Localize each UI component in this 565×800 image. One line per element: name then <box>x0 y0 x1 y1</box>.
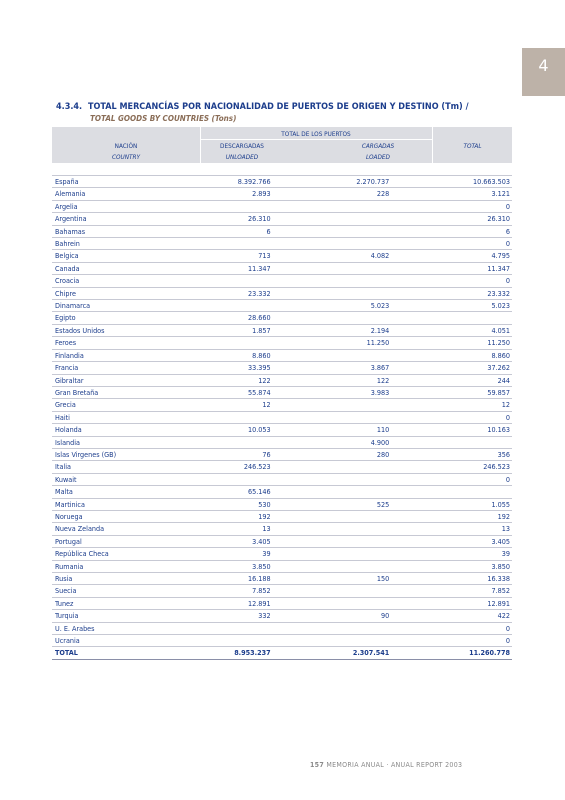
col-total: TOTAL <box>463 142 482 150</box>
cell-total: 13 <box>391 523 512 535</box>
table-row <box>52 560 512 572</box>
table-row <box>52 610 512 622</box>
cell-loaded <box>273 461 392 473</box>
cell-total: 0 <box>391 635 512 647</box>
cell-total: 59.857 <box>391 386 512 398</box>
cell-loaded: 2.270.737 <box>273 176 392 188</box>
table-row <box>52 573 512 585</box>
cell-country: Gran Bretaña <box>52 386 203 398</box>
cell-total: 0 <box>391 473 512 485</box>
cell-total: 11.260.778 <box>391 647 512 659</box>
cell-unloaded: 10.053 <box>203 424 272 436</box>
page-number: 157 <box>310 761 325 769</box>
cell-unloaded: 11.347 <box>203 262 272 274</box>
page-footer <box>310 761 462 769</box>
cell-total: 0 <box>391 275 512 287</box>
table-row <box>52 399 512 411</box>
cell-total <box>391 436 512 448</box>
cell-unloaded <box>203 337 272 349</box>
table-row <box>52 597 512 609</box>
cell-country: Portugal <box>52 535 203 547</box>
table-row <box>52 411 512 423</box>
table-row <box>52 498 512 510</box>
cell-total: 6 <box>391 225 512 237</box>
cell-unloaded: 16.188 <box>203 573 272 585</box>
cell-loaded <box>273 200 392 212</box>
cell-total: 0 <box>391 411 512 423</box>
cell-unloaded: 12 <box>203 399 272 411</box>
cell-country: Malta <box>52 486 203 498</box>
cell-loaded <box>273 399 392 411</box>
cell-loaded: 110 <box>273 424 392 436</box>
cell-country: Croacia <box>52 275 203 287</box>
cell-loaded: 2.307.541 <box>273 647 392 659</box>
cell-unloaded: 13 <box>203 523 272 535</box>
cell-total: 8.860 <box>391 349 512 361</box>
section-subtitle: TOTAL GOODS BY COUNTRIES (Tons) <box>90 114 237 123</box>
table-row <box>52 386 512 398</box>
cell-loaded <box>273 585 392 597</box>
cell-loaded: 280 <box>273 448 392 460</box>
cell-unloaded <box>203 238 272 250</box>
cell-loaded <box>273 635 392 647</box>
cell-total: 12 <box>391 399 512 411</box>
cell-country: Egipto <box>52 312 203 324</box>
cell-loaded <box>273 560 392 572</box>
section-title: TOTAL MERCANCÍAS POR NACIONALIDAD DE PUERTOS DE ORIGEN Y DESTINO (Tm) / <box>88 102 469 112</box>
cell-unloaded <box>203 200 272 212</box>
cell-total: 12.891 <box>391 597 512 609</box>
cell-total: 37.262 <box>391 362 512 374</box>
cell-loaded <box>273 225 392 237</box>
cell-country: Chipre <box>52 287 203 299</box>
table-row <box>52 324 512 336</box>
cell-country: Martinica <box>52 498 203 510</box>
cell-loaded <box>273 622 392 634</box>
table-row <box>52 473 512 485</box>
col-loaded-es: CARGADAS <box>361 142 395 150</box>
table-row <box>52 225 512 237</box>
cell-country: Bahrein <box>52 238 203 250</box>
table-row <box>52 250 512 262</box>
cell-unloaded: 6 <box>203 225 272 237</box>
cell-total: 0 <box>391 622 512 634</box>
cell-unloaded: 3.850 <box>203 560 272 572</box>
cell-country: Rumania <box>52 560 203 572</box>
cell-total <box>391 312 512 324</box>
col-country-es: NACIÓN <box>114 142 138 150</box>
cell-country: U. E. Arabes <box>52 622 203 634</box>
chapter-tab <box>522 48 565 96</box>
cell-loaded: 122 <box>273 374 392 386</box>
cell-loaded <box>273 287 392 299</box>
group-header: TOTAL DE LOS PUERTOS <box>281 130 351 138</box>
cell-country: España <box>52 176 203 188</box>
cell-total: 1.055 <box>391 498 512 510</box>
total-row <box>52 647 512 659</box>
cell-loaded: 90 <box>273 610 392 622</box>
cell-country: Noruega <box>52 510 203 522</box>
table-row <box>52 213 512 225</box>
cell-loaded <box>273 238 392 250</box>
cell-unloaded: 28.660 <box>203 312 272 324</box>
cell-unloaded: 3.405 <box>203 535 272 547</box>
cell-loaded <box>273 411 392 423</box>
cell-loaded: 3.867 <box>273 362 392 374</box>
data-table <box>52 175 512 660</box>
cell-loaded: 4.900 <box>273 436 392 448</box>
section-heading <box>56 94 516 123</box>
cell-unloaded <box>203 275 272 287</box>
table-row <box>52 337 512 349</box>
table-row <box>52 362 512 374</box>
table-row <box>52 461 512 473</box>
table-row <box>52 510 512 522</box>
cell-total: 4.051 <box>391 324 512 336</box>
table-row <box>52 585 512 597</box>
cell-loaded: 5.023 <box>273 300 392 312</box>
table-row <box>52 635 512 647</box>
cell-country: Dinamarca <box>52 300 203 312</box>
cell-country: Belgica <box>52 250 203 262</box>
cell-loaded <box>273 486 392 498</box>
cell-unloaded: 530 <box>203 498 272 510</box>
cell-total: 246.523 <box>391 461 512 473</box>
cell-unloaded: 23.332 <box>203 287 272 299</box>
col-unloaded-en: UNLOADED <box>225 153 259 161</box>
cell-loaded: 4.082 <box>273 250 392 262</box>
cell-loaded: 228 <box>273 188 392 200</box>
cell-unloaded: 12.891 <box>203 597 272 609</box>
cell-loaded <box>273 312 392 324</box>
cell-total: 3.405 <box>391 535 512 547</box>
cell-unloaded: 8.860 <box>203 349 272 361</box>
cell-total: 192 <box>391 510 512 522</box>
cell-total: 244 <box>391 374 512 386</box>
table-row <box>52 548 512 560</box>
cell-unloaded <box>203 411 272 423</box>
cell-country: Tunez <box>52 597 203 609</box>
cell-country: Kuwait <box>52 473 203 485</box>
cell-total: 26.310 <box>391 213 512 225</box>
cell-total: 16.338 <box>391 573 512 585</box>
table-row <box>52 622 512 634</box>
table-row <box>52 176 512 188</box>
cell-country: Francia <box>52 362 203 374</box>
cell-unloaded: 1.857 <box>203 324 272 336</box>
table-row <box>52 300 512 312</box>
cell-unloaded: 65.146 <box>203 486 272 498</box>
cell-country: Holanda <box>52 424 203 436</box>
cell-country: Italia <box>52 461 203 473</box>
col-unloaded-es: DESCARGADAS <box>220 142 264 150</box>
cell-country: Canada <box>52 262 203 274</box>
cell-unloaded: 7.852 <box>203 585 272 597</box>
cell-loaded <box>273 535 392 547</box>
cell-unloaded: 8.953.237 <box>203 647 272 659</box>
cell-loaded <box>273 349 392 361</box>
footer-text: MEMORIA ANUAL · ANUAL REPORT 2003 <box>326 761 463 769</box>
table-header <box>52 127 512 163</box>
cell-loaded <box>273 262 392 274</box>
cell-unloaded <box>203 473 272 485</box>
cell-total: 23.332 <box>391 287 512 299</box>
header-divider <box>200 139 432 140</box>
table-row <box>52 287 512 299</box>
cell-loaded <box>273 510 392 522</box>
col-loaded-en: LOADED <box>366 153 390 161</box>
col-country-en: COUNTRY <box>111 153 141 161</box>
table-row <box>52 424 512 436</box>
cell-unloaded: 713 <box>203 250 272 262</box>
cell-unloaded: 39 <box>203 548 272 560</box>
cell-total: 3.850 <box>391 560 512 572</box>
cell-unloaded: 26.310 <box>203 213 272 225</box>
table-row <box>52 312 512 324</box>
cell-unloaded: 2.893 <box>203 188 272 200</box>
table-row <box>52 436 512 448</box>
cell-loaded: 3.983 <box>273 386 392 398</box>
cell-country: Estados Unidos <box>52 324 203 336</box>
cell-unloaded: 192 <box>203 510 272 522</box>
table-row <box>52 448 512 460</box>
cell-unloaded: 33.395 <box>203 362 272 374</box>
cell-loaded: 525 <box>273 498 392 510</box>
cell-total: 7.852 <box>391 585 512 597</box>
cell-country: Alemania <box>52 188 203 200</box>
cell-loaded: 150 <box>273 573 392 585</box>
cell-total: 4.795 <box>391 250 512 262</box>
cell-country: Finlandia <box>52 349 203 361</box>
cell-unloaded: 246.523 <box>203 461 272 473</box>
cell-total: 11.347 <box>391 262 512 274</box>
table-row <box>52 535 512 547</box>
cell-total: 10.163 <box>391 424 512 436</box>
cell-unloaded <box>203 622 272 634</box>
cell-country: Bahamas <box>52 225 203 237</box>
cell-total: 5.023 <box>391 300 512 312</box>
section-number: 4.3.4. <box>56 102 83 112</box>
cell-loaded <box>273 473 392 485</box>
table-row <box>52 188 512 200</box>
cell-unloaded <box>203 635 272 647</box>
cell-country: TOTAL <box>52 647 203 659</box>
table-row <box>52 238 512 250</box>
cell-unloaded <box>203 300 272 312</box>
cell-total: 356 <box>391 448 512 460</box>
cell-country: Haiti <box>52 411 203 423</box>
cell-unloaded: 55.874 <box>203 386 272 398</box>
chapter-number: 4 <box>538 56 549 75</box>
cell-loaded <box>273 597 392 609</box>
cell-country: Argelia <box>52 200 203 212</box>
cell-country: Islandia <box>52 436 203 448</box>
cell-unloaded <box>203 436 272 448</box>
cell-total: 0 <box>391 200 512 212</box>
cell-loaded <box>273 275 392 287</box>
cell-country: Feroes <box>52 337 203 349</box>
cell-country: República Checa <box>52 548 203 560</box>
cell-total: 39 <box>391 548 512 560</box>
cell-country: Islas Virgenes (GB) <box>52 448 203 460</box>
cell-country: Grecia <box>52 399 203 411</box>
cell-loaded <box>273 523 392 535</box>
cell-total: 3.121 <box>391 188 512 200</box>
cell-country: Gibraltar <box>52 374 203 386</box>
cell-loaded: 11.250 <box>273 337 392 349</box>
cell-loaded <box>273 548 392 560</box>
cell-country: Turquia <box>52 610 203 622</box>
cell-total: 10.663.503 <box>391 176 512 188</box>
goods-table <box>52 127 512 660</box>
cell-country: Ucrania <box>52 635 203 647</box>
cell-loaded <box>273 213 392 225</box>
table-row <box>52 374 512 386</box>
cell-total: 11.250 <box>391 337 512 349</box>
table-row <box>52 523 512 535</box>
cell-total <box>391 486 512 498</box>
cell-country: Argentina <box>52 213 203 225</box>
cell-unloaded: 8.392.766 <box>203 176 272 188</box>
cell-unloaded: 76 <box>203 448 272 460</box>
cell-unloaded: 332 <box>203 610 272 622</box>
table-row <box>52 275 512 287</box>
cell-country: Rusia <box>52 573 203 585</box>
cell-country: Suecia <box>52 585 203 597</box>
cell-unloaded: 122 <box>203 374 272 386</box>
cell-country: Nueva Zelanda <box>52 523 203 535</box>
table-row <box>52 349 512 361</box>
table-row <box>52 262 512 274</box>
table-row <box>52 200 512 212</box>
cell-total: 0 <box>391 238 512 250</box>
cell-total: 422 <box>391 610 512 622</box>
cell-loaded: 2.194 <box>273 324 392 336</box>
table-row <box>52 486 512 498</box>
